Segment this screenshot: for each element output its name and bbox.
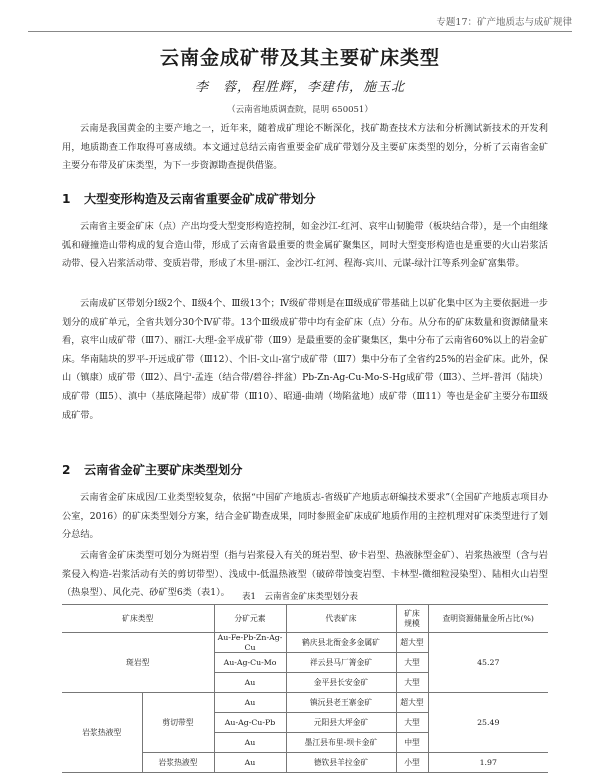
intro-paragraph: 云南是我国黄金的主要产地之一，近年来，随着成矿理论不断深化，找矿勘查技术方法和分析测试新技术的开发利用，地质勘查工作取得可喜成绩。本文通过总结云南省重要金矿成矿带划分及主要矿床类型的划分，分析了云南省金矿主要分布带及矿床类型，为下一步资源勘查提供借鉴。 [62, 123, 548, 172]
section1-paragraph-1: 云南省主要金矿床（点）产出均受大型变形构造控制，如金沙江-红河、哀牢山韧脆带（板块结合带），是一个由组缘弧和碰撞造山带构成的复合造山带，形成了云南省最重要的贵金属矿聚集区，同时大型变形构造也是重要的火山岩浆活动带、侵入岩浆活动带、变质岩带，形成了木里-丽江、金沙江-红河、程海-宾川、元谋-绿汁江等系列金矿富集带。 [62, 221, 548, 270]
cell-example: 金平县长安金矿 [286, 673, 396, 693]
header-deposit-type: 矿床类型 [62, 605, 214, 633]
cell-scale: 大型 [396, 653, 428, 673]
cell-scale: 超大型 [396, 693, 428, 713]
section-number: 2 [62, 463, 71, 477]
cell-type: 斑岩型 [62, 633, 214, 693]
cell-example: 鹤庆县北衙金多金属矿 [286, 633, 396, 653]
table-row [62, 693, 548, 713]
cell-scale: 大型 [396, 673, 428, 693]
table-row [62, 633, 548, 653]
header-element: 分矿元素 [214, 605, 286, 633]
ore-deposit-table [62, 604, 548, 773]
cell-scale: 大型 [396, 713, 428, 733]
section-heading-1 [62, 190, 548, 207]
cell-element: Au-Fe-Pb-Zn-Ag-Cu [214, 633, 286, 653]
table-header-row [62, 605, 548, 633]
article-affiliation: （云南省地质调查院，昆明 650051） [227, 105, 373, 115]
article-authors: 李 蓉，程胜辉，李建伟，施玉北 [194, 80, 405, 95]
section2-paragraph-1: 云南省金矿床成因/工业类型较复杂，依据“中国矿产地质志-省级矿产地质志研编技术要求”（全国矿产地质志项目办公室，2016）的矿床类型划分方案，结合金矿勘查成果，同时参照金矿床成矿地质作用的主控机理对矿床类型进行了划分总结。 [62, 492, 548, 541]
cell-element: Au-Ag-Cu-Pb [214, 713, 286, 733]
section-title: 云南省金矿主要矿床类型划分 [84, 463, 243, 477]
cell-element: Au [214, 733, 286, 753]
cell-share: 25.49 [428, 693, 548, 753]
cell-subtype: 岩浆热液型 [142, 753, 214, 773]
section2-paragraph-2: 云南省金矿床类型可划分为斑岩型（指与岩浆侵入有关的斑岩型、矽卡岩型、热液脉型金矿）、岩浆热液型（含与岩浆侵入构造-岩浆活动有关的剪切带型）、浅成中-低温热液型（破碎带蚀变岩型、卡林型-微细粒浸染型）、陆相火山岩型（热泉型）、风化壳、砂矿型6类（表1）。 [62, 550, 548, 599]
cell-scale: 小型 [396, 753, 428, 773]
cell-type: 岩浆热液型 [62, 693, 142, 773]
header-scale [396, 605, 428, 633]
section-number: 1 [62, 192, 71, 206]
cell-share: 45.27 [428, 633, 548, 693]
header-scale-line1: 矿床 [404, 609, 420, 618]
cell-scale: 中型 [396, 733, 428, 753]
cell-element: Au-Ag-Cu-Mo [214, 653, 286, 673]
cell-element: Au [214, 673, 286, 693]
cell-example: 墨江县布里-坝卡金矿 [286, 733, 396, 753]
header-example: 代表矿床 [286, 605, 396, 633]
cell-scale: 超大型 [396, 633, 428, 653]
cell-share: 1.97 [428, 753, 548, 773]
cell-subtype: 剪切带型 [142, 693, 214, 753]
section1-paragraph-2: 云南成矿区带划分Ⅰ级2个、Ⅱ级4个、Ⅲ级13个；Ⅳ级矿带则是在Ⅲ级成矿带基础上以矿化集中区为主要依据进一步划分的成矿单元，全省共划分30个Ⅳ矿带。13个Ⅲ级成矿带中均有金矿床（点）分布。从分布的矿床数量和资源储量来看，哀牢山成矿带（Ⅲ7）、丽江-大理-金平成矿带（Ⅲ9）是最重要的金矿聚集区，集中分布了云南省60%以上的岩金矿床。华南陆块的罗平-开远成矿带（Ⅲ12）、个旧-文山-富宁成矿带（Ⅲ7）集中分布了全省约25%的岩金矿床。此外，保山（镇康）成矿带（Ⅲ2）、昌宁-孟连（结合带/碧谷-拌盆）Pb-Zn-Ag-Cu-Mo-S-Hg成矿带（Ⅲ3）、兰坪-普洱（陆块）成矿带（Ⅲ5）、滇中（基底隆起带）成矿带（Ⅲ10）、昭通-曲靖（坳陷盆地）成矿带（Ⅲ11）等也是金矿主要分布Ⅲ级成矿带。 [62, 298, 548, 421]
running-header: 专题17：矿产地质志与成矿规律 [436, 17, 572, 28]
header-rule [28, 31, 572, 32]
header-share: 查明资源储量金所占比(%) [428, 605, 548, 633]
cell-element: Au [214, 693, 286, 713]
section-title: 大型变形构造及云南省重要金矿成矿带划分 [84, 192, 316, 206]
article-title: 云南金成矿带及其主要矿床类型 [159, 47, 440, 69]
cell-example: 镇沅县老王寨金矿 [286, 693, 396, 713]
cell-example: 祥云县马厂箐金矿 [286, 653, 396, 673]
cell-example: 德钦县羊拉金矿 [286, 753, 396, 773]
cell-example: 元阳县大坪金矿 [286, 713, 396, 733]
table-caption: 表1 云南省金矿床类型划分表 [242, 592, 358, 602]
header-scale-line2: 规模 [404, 618, 420, 628]
cell-element: Au [214, 753, 286, 773]
section-heading-2 [62, 461, 548, 478]
